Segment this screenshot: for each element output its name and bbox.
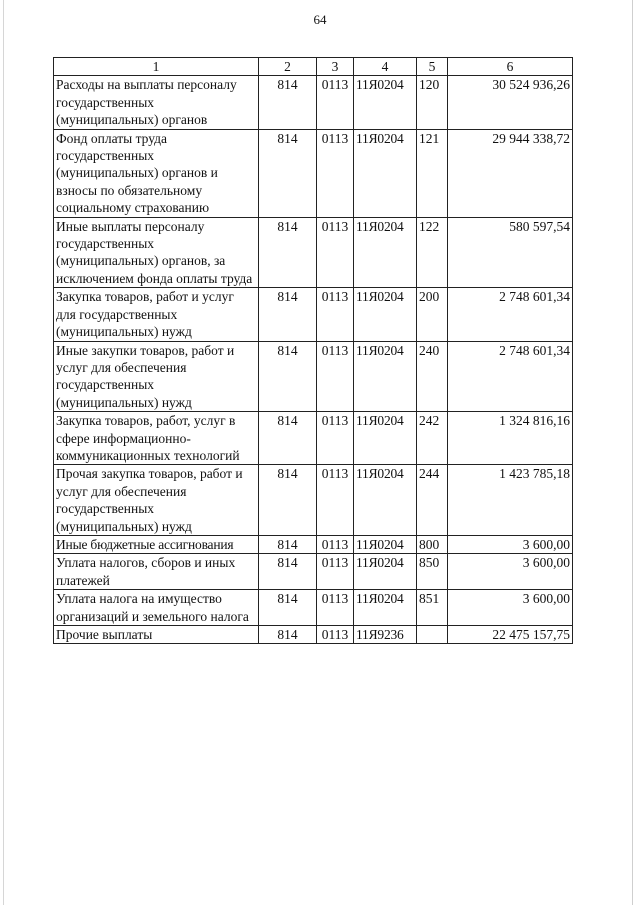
department-code: 814 bbox=[259, 590, 317, 626]
expense-name: Иные выплаты персоналу государственных (муниципальных) органов, за исключением фонда оплаты труда bbox=[54, 217, 259, 288]
department-code: 814 bbox=[259, 465, 317, 536]
amount: 2 748 601,34 bbox=[448, 288, 573, 341]
amount: 580 597,54 bbox=[448, 217, 573, 288]
section-code: 0113 bbox=[317, 217, 354, 288]
target-article-code: 11Я0204 bbox=[354, 535, 417, 553]
column-header-1: 1 bbox=[54, 58, 259, 76]
department-code: 814 bbox=[259, 129, 317, 217]
table-row bbox=[54, 76, 573, 129]
target-article-code: 11Я0204 bbox=[354, 288, 417, 341]
expense-name: Прочие выплаты bbox=[54, 626, 259, 644]
expense-type-code: 120 bbox=[417, 76, 448, 129]
amount: 3 600,00 bbox=[448, 554, 573, 590]
target-article-code: 11Я0204 bbox=[354, 76, 417, 129]
expense-name: Иные бюджетные ассигнования bbox=[54, 535, 259, 553]
scan-edge-left bbox=[3, 0, 4, 905]
amount: 1 423 785,18 bbox=[448, 465, 573, 536]
department-code: 814 bbox=[259, 412, 317, 465]
department-code: 814 bbox=[259, 217, 317, 288]
expense-type-code: 850 bbox=[417, 554, 448, 590]
column-header-5: 5 bbox=[417, 58, 448, 76]
department-code: 814 bbox=[259, 288, 317, 341]
expense-name: Прочая закупка товаров, работ и услуг для обеспечения государственных (муниципальных) нужд bbox=[54, 465, 259, 536]
section-code: 0113 bbox=[317, 465, 354, 536]
amount: 1 324 816,16 bbox=[448, 412, 573, 465]
page-number: 64 bbox=[313, 12, 327, 27]
department-code: 814 bbox=[259, 626, 317, 644]
target-article-code: 11Я0204 bbox=[354, 412, 417, 465]
expense-name: Иные закупки товаров, работ и услуг для обеспечения государственных (муниципальных) нужд bbox=[54, 341, 259, 412]
section-code: 0113 bbox=[317, 76, 354, 129]
budget-table bbox=[53, 57, 573, 644]
scan-edge-right bbox=[632, 0, 633, 905]
table-row bbox=[54, 341, 573, 412]
amount: 3 600,00 bbox=[448, 590, 573, 626]
amount: 29 944 338,72 bbox=[448, 129, 573, 217]
section-code: 0113 bbox=[317, 341, 354, 412]
section-code: 0113 bbox=[317, 590, 354, 626]
table-row bbox=[54, 288, 573, 341]
target-article-code: 11Я9236 bbox=[354, 626, 417, 644]
expense-type-code: 200 bbox=[417, 288, 448, 341]
section-code: 0113 bbox=[317, 554, 354, 590]
department-code: 814 bbox=[259, 535, 317, 553]
table-header-row bbox=[54, 58, 573, 76]
target-article-code: 11Я0204 bbox=[354, 465, 417, 536]
expense-name: Закупка товаров, работ и услуг для государственных (муниципальных) нужд bbox=[54, 288, 259, 341]
target-article-code: 11Я0204 bbox=[354, 341, 417, 412]
table-row bbox=[54, 412, 573, 465]
column-header-6: 6 bbox=[448, 58, 573, 76]
expense-type-code bbox=[417, 626, 448, 644]
expense-type-code: 851 bbox=[417, 590, 448, 626]
expense-type-code: 244 bbox=[417, 465, 448, 536]
expense-name: Расходы на выплаты персоналу государственных (муниципальных) органов bbox=[54, 76, 259, 129]
table-row bbox=[54, 535, 573, 553]
column-header-2: 2 bbox=[259, 58, 317, 76]
target-article-code: 11Я0204 bbox=[354, 590, 417, 626]
target-article-code: 11Я0204 bbox=[354, 129, 417, 217]
table-row bbox=[54, 129, 573, 217]
target-article-code: 11Я0204 bbox=[354, 217, 417, 288]
expense-type-code: 240 bbox=[417, 341, 448, 412]
section-code: 0113 bbox=[317, 129, 354, 217]
expense-name: Уплата налога на имущество организаций и земельного налога bbox=[54, 590, 259, 626]
amount: 3 600,00 bbox=[448, 535, 573, 553]
table-row bbox=[54, 465, 573, 536]
department-code: 814 bbox=[259, 341, 317, 412]
column-header-4: 4 bbox=[354, 58, 417, 76]
section-code: 0113 bbox=[317, 412, 354, 465]
table-row bbox=[54, 626, 573, 644]
amount: 2 748 601,34 bbox=[448, 341, 573, 412]
expense-name: Уплата налогов, сборов и иных платежей bbox=[54, 554, 259, 590]
column-header-3: 3 bbox=[317, 58, 354, 76]
section-code: 0113 bbox=[317, 288, 354, 341]
department-code: 814 bbox=[259, 76, 317, 129]
expense-name: Закупка товаров, работ, услуг в сфере информационно-коммуникационных технологий bbox=[54, 412, 259, 465]
section-code: 0113 bbox=[317, 535, 354, 553]
table-row bbox=[54, 217, 573, 288]
amount: 30 524 936,26 bbox=[448, 76, 573, 129]
amount: 22 475 157,75 bbox=[448, 626, 573, 644]
expense-name: Фонд оплаты труда государственных (муниципальных) органов и взносы по обязательному социальному страхованию bbox=[54, 129, 259, 217]
expense-type-code: 122 bbox=[417, 217, 448, 288]
department-code: 814 bbox=[259, 554, 317, 590]
target-article-code: 11Я0204 bbox=[354, 554, 417, 590]
expense-type-code: 242 bbox=[417, 412, 448, 465]
expense-type-code: 121 bbox=[417, 129, 448, 217]
section-code: 0113 bbox=[317, 626, 354, 644]
table-row bbox=[54, 590, 573, 626]
table-row bbox=[54, 554, 573, 590]
expense-type-code: 800 bbox=[417, 535, 448, 553]
